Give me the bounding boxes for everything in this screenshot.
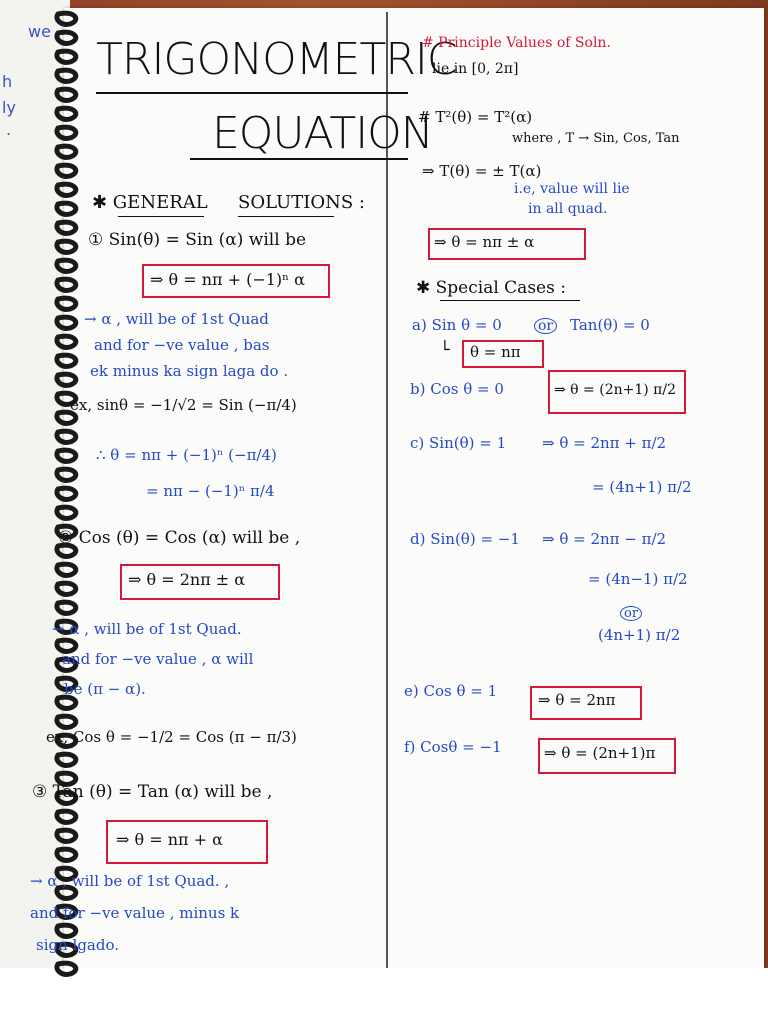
case-ii-note-3: be (π − α). (64, 680, 146, 698)
spiral-ring (57, 925, 76, 936)
case-iii-note-1: → α , will be of 1st Quad. , (30, 872, 230, 890)
t-squared-note-1: i.e, value will lie (514, 181, 630, 197)
case-a-arrow-icon: └ (440, 340, 450, 359)
case-d-result-2: = (4n−1) π/2 (588, 570, 688, 588)
case-i-note-1: → α , will be of 1st Quad (84, 310, 269, 328)
spiral-ring (57, 222, 76, 233)
case-ii-example: ex, Cos θ = −1/2 = Cos (π − π/3) (46, 728, 297, 746)
bottom-white-area (0, 968, 768, 1024)
case-a-or: or (534, 318, 557, 334)
case-ii-result: ⇒ θ = 2nπ ± α (128, 570, 246, 589)
spiral-ring (57, 127, 76, 138)
case-i-note-2: and for −ve value , bas (94, 336, 270, 354)
case-e-box-text: ⇒ θ = 2nπ (538, 691, 616, 709)
spiral-ring (57, 184, 76, 195)
spiral-ring (57, 830, 76, 841)
spiral-ring (57, 697, 76, 708)
spiral-ring (57, 583, 76, 594)
spiral-ring (57, 89, 76, 100)
case-iii-note-3: sign lgado. (36, 936, 120, 954)
margin-mark-4: . (6, 120, 12, 139)
case-i-solution-2: = nπ − (−1)ⁿ π/4 (146, 482, 275, 500)
spiral-ring (57, 336, 76, 347)
case-i-note-3: ek minus ka sign laga do . (90, 362, 289, 380)
spiral-ring (57, 488, 76, 499)
title-line-1: TRIGONOMETRIC (96, 34, 457, 85)
t-squared-where: where , T → Sin, Cos, Tan (512, 131, 680, 146)
spiral-ring (57, 469, 76, 480)
case-f-label: f) Cosθ = −1 (404, 738, 502, 756)
t-squared-result: ⇒ T(θ) = ± T(α) (422, 162, 542, 180)
case-e-label: e) Cos θ = 1 (404, 682, 498, 700)
general-underline (118, 216, 204, 217)
case-i-example: ex, sinθ = −1/√2 = Sin (−π/4) (70, 396, 297, 414)
special-cases-underline (440, 300, 580, 301)
case-iii-note-2: and for −ve value , minus k (30, 904, 240, 922)
spiral-ring (57, 13, 76, 24)
spiral-ring (57, 355, 76, 366)
case-d-or: or (620, 606, 642, 621)
general-heading: ✱ GENERAL (92, 192, 208, 213)
spiral-ring (57, 450, 76, 461)
spiral-ring (57, 108, 76, 119)
case-i-solution-1: ∴ θ = nπ + (−1)ⁿ (−π/4) (96, 446, 277, 464)
spiral-ring (57, 241, 76, 252)
case-ii-note-1: → α , will be of 1st Quad. (52, 620, 242, 638)
case-c-result-1: ⇒ θ = 2nπ + π/2 (542, 434, 667, 452)
margin-mark-1: we (28, 22, 51, 41)
spiral-ring (57, 602, 76, 613)
margin-mark-3: ly (2, 98, 16, 117)
t-squared-equation: # T²(θ) = T²(α) (418, 108, 533, 126)
principle-values-line-1: # Principle Values of Soln. (422, 35, 611, 51)
spiral-ring (57, 260, 76, 271)
spiral-ring (57, 849, 76, 860)
spiral-ring (57, 317, 76, 328)
spiral-ring (57, 70, 76, 81)
case-d-result-3: (4n+1) π/2 (598, 626, 681, 644)
spiral-ring (57, 203, 76, 214)
spiral-ring (57, 298, 76, 309)
principle-values-line-2: lie in [0, 2π] (432, 61, 519, 77)
spiral-ring (57, 811, 76, 822)
spiral-ring (57, 374, 76, 385)
case-d-result-1: ⇒ θ = 2nπ − π/2 (542, 530, 667, 548)
spiral-ring (57, 279, 76, 290)
spiral-ring (57, 507, 76, 518)
spiral-ring (57, 716, 76, 727)
margin-mark-2: h (2, 72, 13, 91)
title-underline-2 (190, 158, 408, 160)
spiral-ring (57, 754, 76, 765)
title-underline-1 (96, 92, 408, 94)
case-iii-result: ⇒ θ = nπ + α (116, 830, 223, 849)
case-b-box-text: ⇒ θ = (2n+1) π/2 (554, 382, 677, 398)
case-i-label: ① Sin(θ) = Sin (α) will be (88, 230, 307, 250)
case-i-result: ⇒ θ = nπ + (−1)ⁿ α (150, 270, 305, 289)
spiral-ring (57, 146, 76, 157)
spiral-ring (57, 165, 76, 176)
case-ii-label: ② Cos (θ) = Cos (α) will be , (58, 528, 301, 548)
solutions-underline (238, 216, 334, 217)
case-c-result-2: = (4n+1) π/2 (592, 478, 692, 496)
case-d-label: d) Sin(θ) = −1 (410, 530, 520, 548)
case-a-tan: Tan(θ) = 0 (570, 316, 650, 334)
case-iii-label: ③ Tan (θ) = Tan (α) will be , (32, 782, 273, 802)
spiral-binding-icon (0, 0, 90, 980)
solutions-heading: SOLUTIONS : (238, 192, 365, 213)
title-line-2: EQUATION (212, 108, 433, 159)
case-f-box-text: ⇒ θ = (2n+1)π (544, 744, 656, 762)
case-ii-note-2: and for −ve value , α will (62, 650, 254, 668)
t-squared-box-text: ⇒ θ = nπ ± α (434, 233, 535, 251)
spiral-ring (57, 51, 76, 62)
spiral-ring (57, 963, 76, 974)
case-a-label: a) Sin θ = 0 (412, 316, 502, 334)
t-squared-note-2: in all quad. (528, 201, 608, 217)
spiral-ring (57, 32, 76, 43)
special-cases-heading: ✱ Special Cases : (416, 278, 566, 298)
case-b-label: b) Cos θ = 0 (410, 380, 504, 398)
spiral-ring (57, 431, 76, 442)
case-c-label: c) Sin(θ) = 1 (410, 434, 507, 452)
spiral-ring (57, 564, 76, 575)
case-a-box-text: θ = nπ (470, 343, 521, 361)
